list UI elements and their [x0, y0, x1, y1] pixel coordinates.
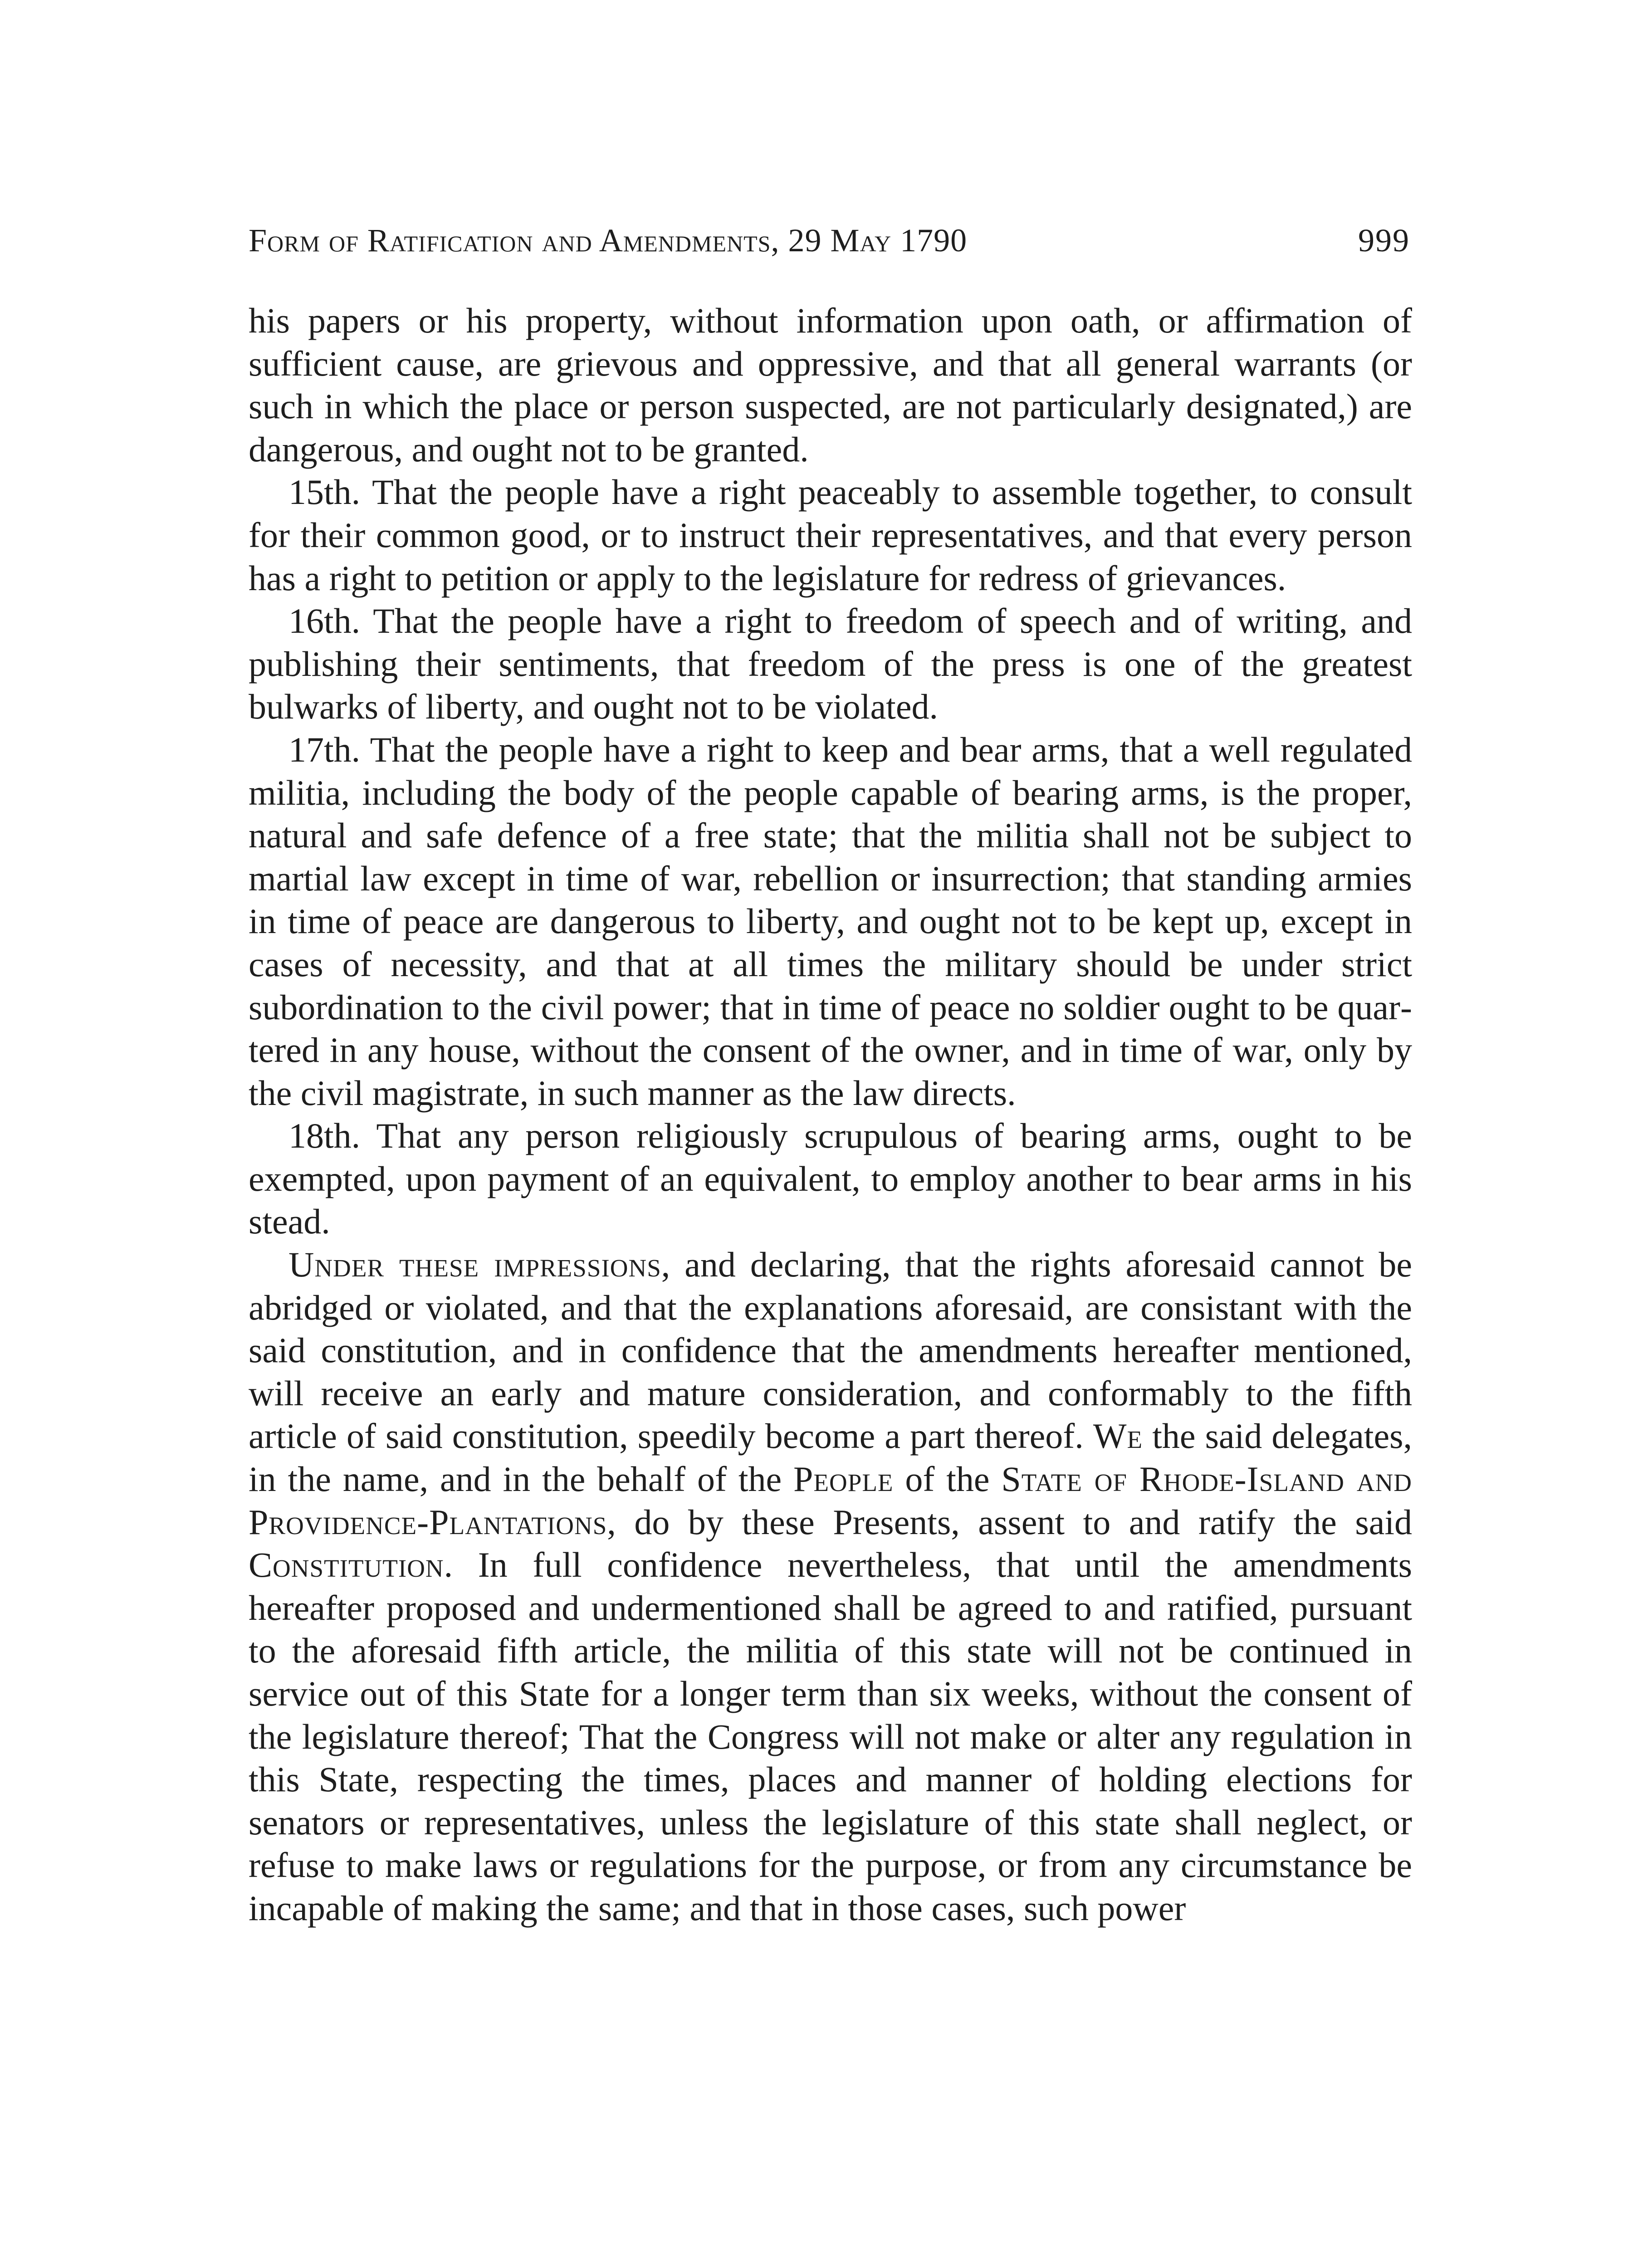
body-text	[249, 299, 1412, 1930]
ratification-text-4: , do by these Presents, assent to and ratify the said	[607, 1502, 1412, 1542]
under-these-impressions: Under these impressions	[288, 1245, 661, 1285]
page-number: 999	[1358, 222, 1410, 259]
state-name-small-caps: State of Rhode-Island and Providence-Plantations	[249, 1459, 1412, 1542]
running-head	[249, 218, 1410, 263]
running-head-title: Form of Ratification and Amendments, 29 May 1790	[249, 222, 968, 259]
continued-paragraph: his papers or his property, without information upon oath, or affirmation of sufficient cause, are grievous and oppressive, and that all general warrants (or such in which the place or person suspected, are not particularly designated,) are dangerous, and ought not to be granted.	[249, 301, 1412, 469]
we-small-caps: We	[1093, 1416, 1143, 1456]
ratification-text-2: the said delegates, in the name, and in the behalf of the	[249, 1416, 1412, 1499]
ratification-text-5: . In full confidence nevertheless, that until the amendments hereafter proposed and undermentioned shall be agreed to and ratified, pursuant to the aforesaid fifth article, the militia of this state will not be continued in service out of this State for a longer term than six weeks, without the consent of the legislature thereof; That the Congress will not make or alter any regulation in this State, respecting the times, places and manner of holding elections for senators or representatives, unless the legislature of this state shall neglect, or refuse to make laws or regulations for the purpose, or from any circumstance be incapable of making the same; and that in those cases, such power	[249, 1545, 1412, 1928]
article-18-paragraph: 18th. That any person religiously scrupulous of bearing arms, ought to be exempted, upon payment of an equivalent, to employ another to bear arms in his stead.	[249, 1116, 1412, 1242]
article-15-paragraph: 15th. That the people have a right peaceably to assemble together, to consult for their common good, or to instruct their representatives, and that every person has a right to petition or apply to the legislature for redress of grievances.	[249, 472, 1412, 598]
people-small-caps: People	[793, 1459, 894, 1499]
article-17-paragraph: 17th. That the people have a right to keep and bear arms, that a well regulated militia, including the body of the people capable of bearing arms, is the proper, natural and safe defence of a free state; that the militia shall not be subject to martial law except in time of war, rebellion or insurrection; that standing armies in time of peace are dangerous to liberty, and ought not to be kept up, except in cases of necessity, and that at all times the military should be under strict subordination to the civil power; that in time of peace no soldier ought to be quartered in any house, without the consent of the owner, and in time of war, only by the civil magistrate, in such manner as the law directs.	[249, 729, 1412, 1113]
article-16-paragraph: 16th. That the people have a right to freedom of speech and of writing, and publishing their sentiments, that freedom of the press is one of the greatest bulwarks of liberty, and ought not to be violated.	[249, 601, 1412, 727]
ratification-paragraph	[249, 1243, 1412, 1930]
constitution-small-caps: Constitution	[249, 1545, 444, 1585]
ratification-text-1: , and declaring, that the rights aforesaid cannot be abridged or violated, and that the explanations aforesaid, are consistant with the said constitution, and in confidence that the amendments hereafter mentioned, will receive an early and mature consideration, and conformably to the fifth article of said constitution, speedily become a part thereof.	[249, 1245, 1412, 1456]
ratification-text-3: of the	[893, 1459, 1002, 1499]
